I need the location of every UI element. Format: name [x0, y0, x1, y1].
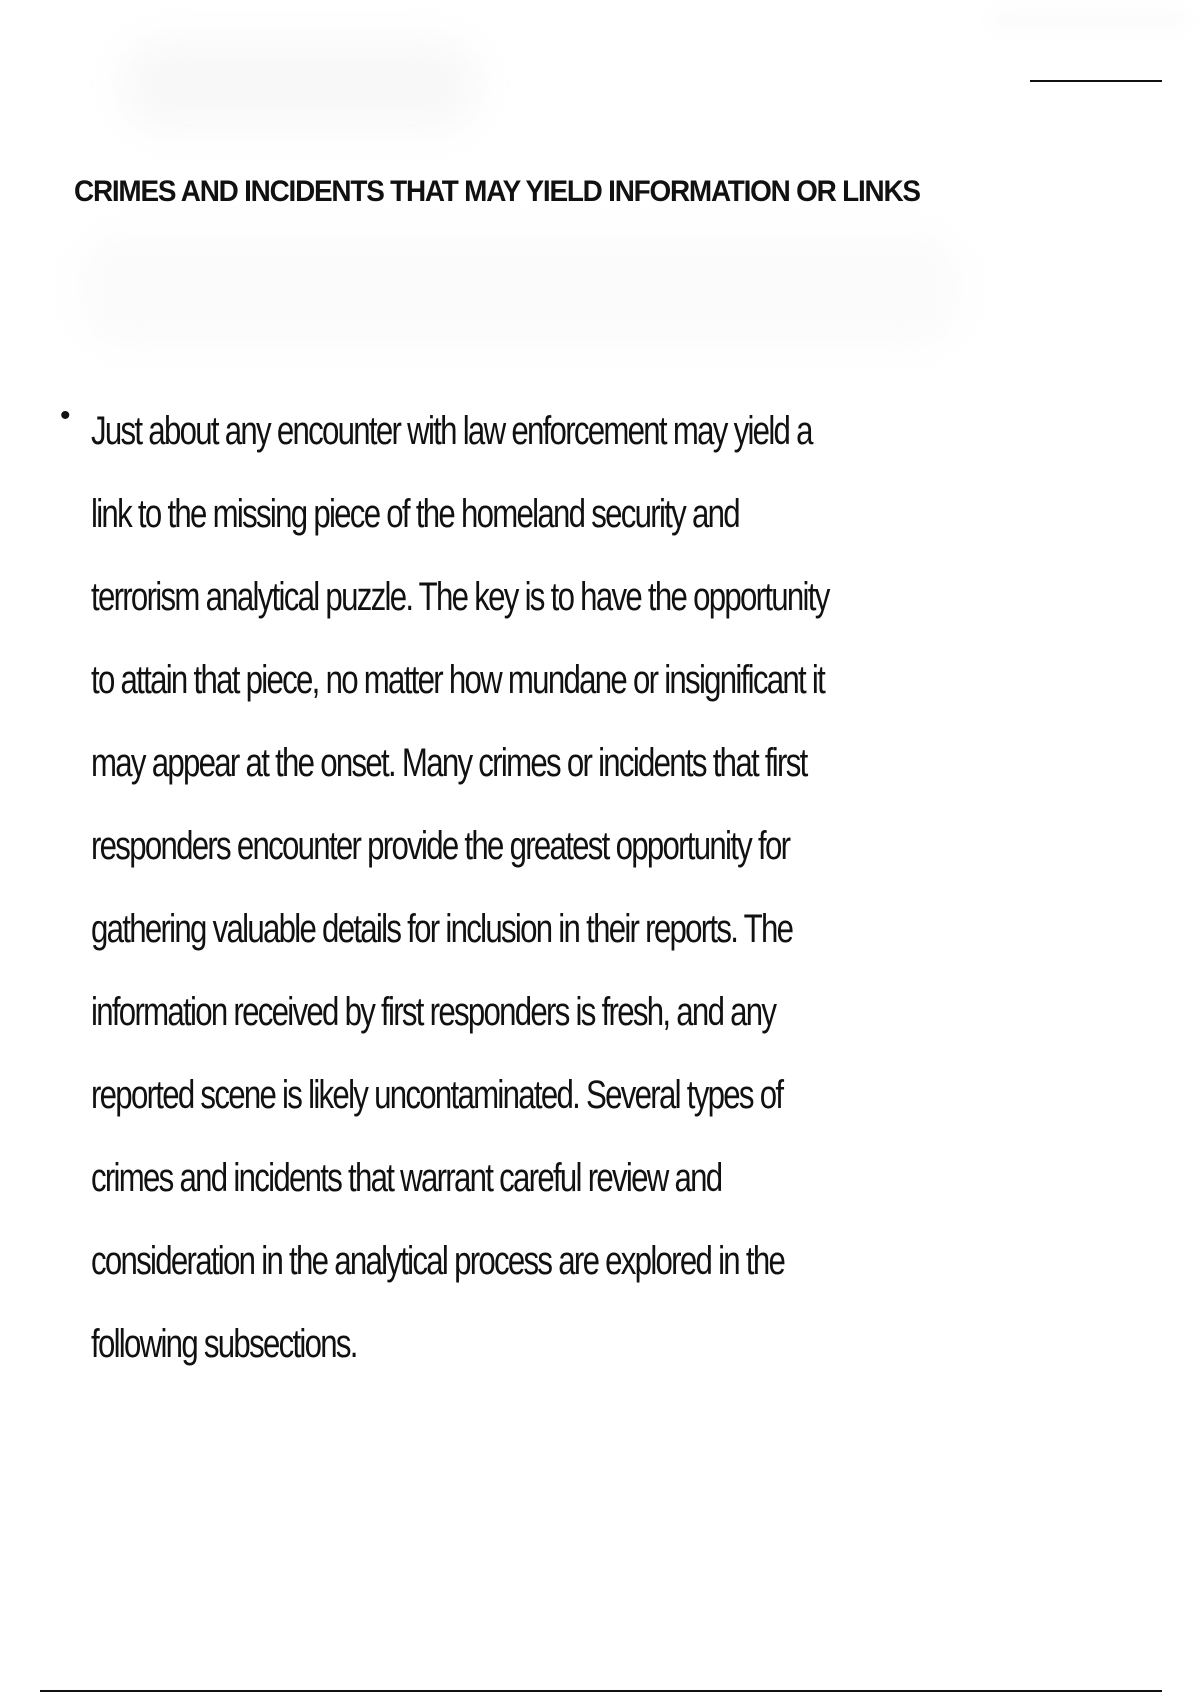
text-line: crimes and incidents that warrant careful review and — [91, 1156, 722, 1200]
slide-title: CRIMES AND INCIDENTS THAT MAY YIELD INFORMATION OR LINKS — [74, 175, 920, 208]
background-smudge — [80, 235, 960, 345]
text-line: gathering valuable details for inclusion in their reports. The — [91, 907, 793, 951]
text-line: to attain that piece, no matter how mundane or insignificant it — [91, 658, 825, 702]
background-smudge — [120, 40, 480, 130]
text-line: link to the missing piece of the homeland security and — [91, 492, 739, 536]
text-line: terrorism analytical puzzle. The key is to have the opportunity — [91, 575, 829, 619]
background-smudge — [990, 8, 1190, 30]
bottom-divider — [40, 1690, 1162, 1692]
text-line: Just about any encounter with law enforcement may yield a — [91, 409, 812, 453]
text-line: consideration in the analytical process are explored in the — [91, 1239, 785, 1283]
text-line: following subsections. — [91, 1322, 357, 1366]
bullet-icon: • — [60, 399, 71, 432]
text-line: may appear at the onset. Many crimes or incidents that first — [91, 741, 807, 785]
top-divider — [1030, 80, 1162, 82]
text-line: reported scene is likely uncontaminated. Several types of — [91, 1073, 783, 1117]
text-line: information received by first responders is fresh, and any — [91, 990, 776, 1034]
text-line: responders encounter provide the greatest opportunity for — [91, 824, 790, 868]
bullet-text — [91, 390, 933, 1386]
